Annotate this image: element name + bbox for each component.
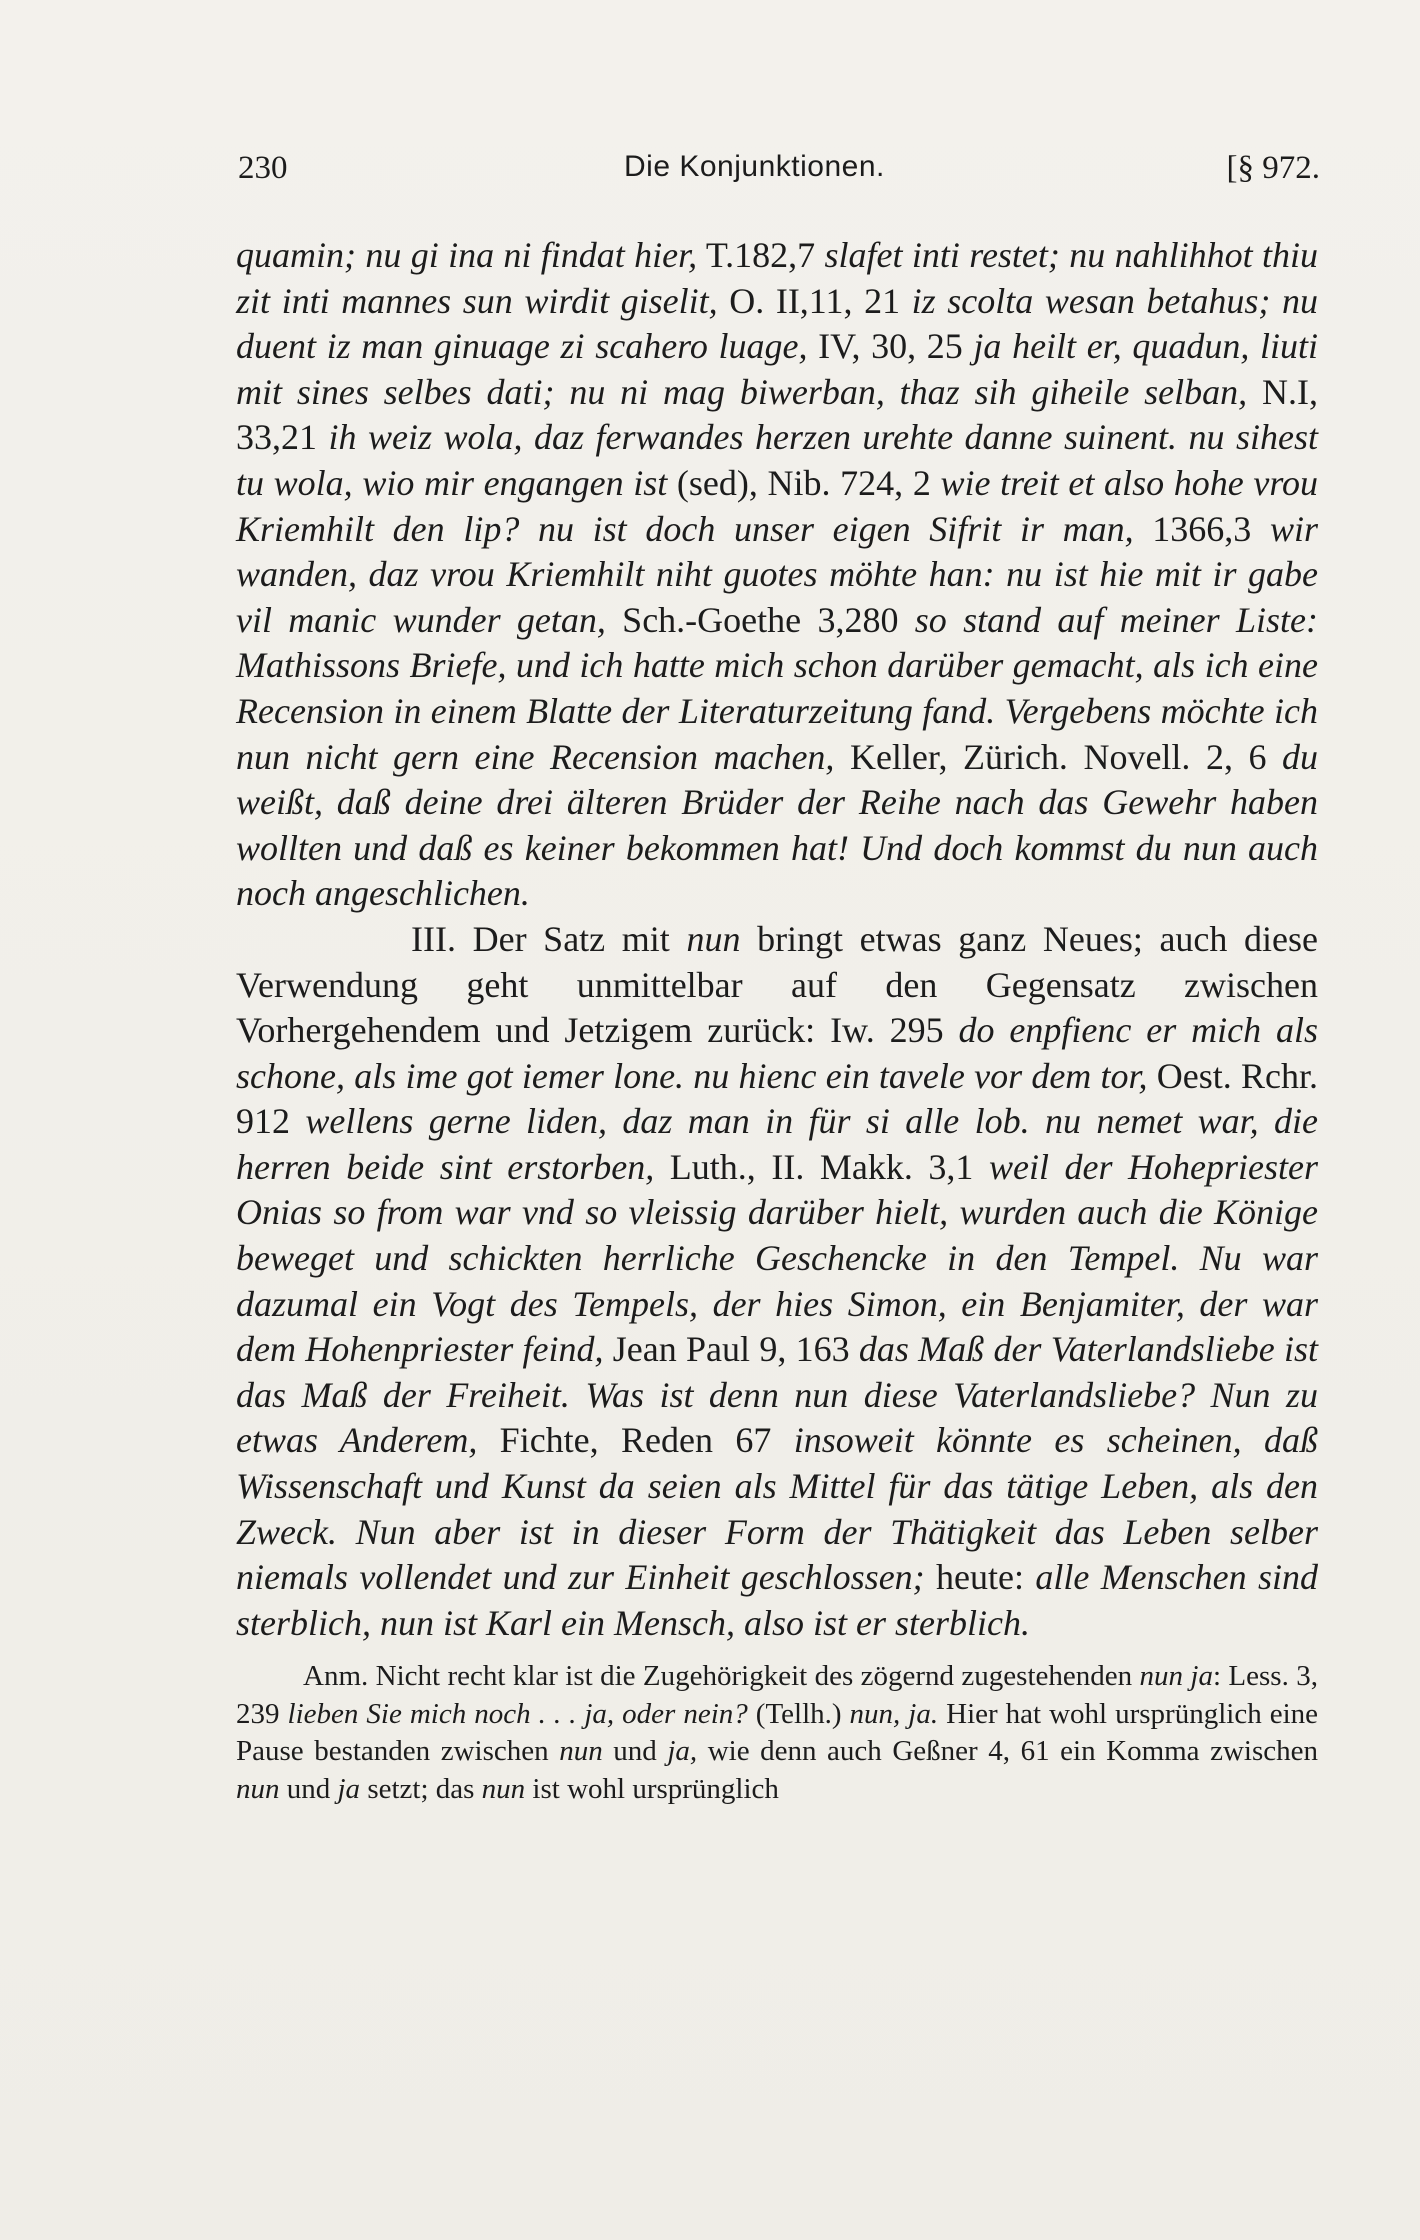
- citation-text: (sed), Nib. 724, 2: [667, 462, 941, 503]
- citation-text: und: [279, 1772, 338, 1805]
- citation-text: setzt; das: [360, 1772, 482, 1805]
- section-reference: [§ 972.: [1226, 150, 1320, 186]
- citation-text: IV, 30, 25: [807, 326, 974, 367]
- quotation-text: ja,: [667, 1735, 698, 1768]
- paragraph-section-iii: [236, 917, 1318, 1647]
- quotation-text: nun, ja.: [849, 1697, 939, 1730]
- quotation-text: ih weiz wola, daz ferwandes herzen urehte danne suinent. nu sihest tu wola, wio mir engangen ist: [236, 417, 1319, 503]
- quotation-text: alle Menschen sind sterblich, nun ist Karl ein Mensch, also ist er sterblich.: [236, 1557, 1318, 1643]
- quotation-text: wie treit et also hohe vrou Kriemhilt den lip? nu ist doch unser eigen Sifrit ir man,: [236, 462, 1319, 549]
- citation-text: ist wohl ursprünglich: [525, 1772, 779, 1805]
- annotation-note: [236, 1658, 1318, 1808]
- quotation-text: iz scolta wesan betahus; nu duent iz man ginuage zi scahero luage,: [236, 280, 1318, 367]
- quotation-text: quamin; nu gi ina ni findat hier,: [236, 235, 698, 275]
- quotation-text: do enpfienc er mich als schone, als ime got iemer lone. nu hienc ein tavele vor dem tor,: [236, 1010, 1318, 1096]
- citation-text: III. Der Satz mit: [411, 918, 687, 959]
- page-body: [236, 233, 1318, 1808]
- quotation-text: ja heilt er, quadun, liuti mit sines selbes dati; nu ni mag biwerban, thaz sih giheile selban,: [236, 326, 1318, 412]
- citation-text: Jean Paul 9, 163: [603, 1329, 859, 1370]
- quotation-text: nun: [236, 1772, 280, 1805]
- quotation-text: du weißt, daß deine drei älteren Brüder der Reihe nach das Gewehr haben wollten und daß es keiner bekommen hat! Und doch kommst du nun auch noch angeschlichen.: [236, 736, 1318, 914]
- citation-text: Fichte, Reden 67: [477, 1420, 794, 1461]
- quotation-text: nun: [559, 1735, 603, 1768]
- quotation-text: lieben Sie mich noch . . . ja, oder nein?: [287, 1697, 748, 1730]
- quotation-text: nun ja: [1139, 1660, 1213, 1693]
- citation-text: Hier hat wohl ursprünglich eine Pause bestanden zwischen: [236, 1697, 1319, 1768]
- quotation-text: das Maß der Vaterlandsliebe ist das Maß der Freiheit. Was ist denn nun diese Vaterlandsliebe? Nun zu etwas Anderem,: [236, 1329, 1318, 1461]
- quotation-text: ja: [337, 1772, 361, 1805]
- quotation-text: insoweit könnte es scheinen, daß Wissenschaft und Kunst da seien als Mittel für das tätige Leben, als den Zweck. Nun aber ist in dieser Form der Thätigkeit das Leben selber niemals vollendet und zur Einheit geschlossen;: [236, 1420, 1318, 1598]
- citation-text: N.I, 33,21: [236, 371, 1318, 458]
- citation-text: Anm. Nicht recht klar ist die Zugehörigkeit des zögernd zugestehenden: [303, 1660, 1140, 1693]
- quotation-text: wellens gerne liden, daz man in für si alle lob. nu nemet war, die herren beide sint erstorben,: [236, 1101, 1319, 1187]
- page-number: 230: [238, 150, 288, 186]
- citation-text: T.182,7: [697, 235, 825, 275]
- citation-text: Oest. Rchr. 912: [236, 1055, 1318, 1142]
- citation-text: wie denn auch Geßner 4, 61 ein Komma zwischen: [697, 1735, 1319, 1768]
- quotation-text: nun: [686, 918, 741, 959]
- paragraph-continuation: [236, 233, 1318, 917]
- citation-text: O. II,11, 21: [717, 280, 912, 321]
- citation-text: : Less. 3, 239: [236, 1660, 1318, 1730]
- quotation-text: slafet inti restet; nu nahlihhot thiu zit inti mannes sun wirdit giselit,: [236, 235, 1318, 321]
- citation-text: und: [602, 1735, 668, 1768]
- citation-text: (Tellh.): [747, 1697, 850, 1730]
- citation-text: Luth., II. Makk. 3,1: [654, 1146, 989, 1187]
- quotation-text: weil der Hohepriester Onias so from war vnd so vleissig darüber hielt, wurden auch die Könige beweget und schickten herrliche Geschencke in den Tempel. Nu war dazumal ein Vogt des Tempels, der hies Simon, ein Benjamiter, der war dem Hohenpriester feind,: [236, 1146, 1318, 1370]
- citation-text: heute:: [924, 1557, 1036, 1598]
- quotation-text: so stand auf meiner Liste: Mathissons Briefe, und ich hatte mich schon darüber gemacht, als ich eine Recension in einem Blatte der Literaturzeitung fand. Vergebens möchte ich nun nicht gern eine Recension machen,: [236, 599, 1318, 777]
- running-title: Die Konjunktionen.: [624, 150, 885, 183]
- citation-text: 1366,3: [1133, 508, 1270, 549]
- citation-text: bringt etwas ganz Neues; auch diese Verwendung geht unmittelbar auf den Gegensatz zwischen Vorhergehendem und Jetzigem zurück: Iw. 295: [236, 918, 1319, 1051]
- quotation-text: wir wanden, daz vrou Kriemhilt niht guotes möhte han: nu ist hie mit ir gabe vil manic wunder getan,: [236, 508, 1319, 640]
- quotation-text: nun: [481, 1772, 526, 1805]
- citation-text: Keller, Zürich. Novell. 2, 6: [834, 736, 1282, 777]
- citation-text: Sch.-Goethe 3,280: [605, 599, 915, 640]
- page-header: [238, 150, 1320, 194]
